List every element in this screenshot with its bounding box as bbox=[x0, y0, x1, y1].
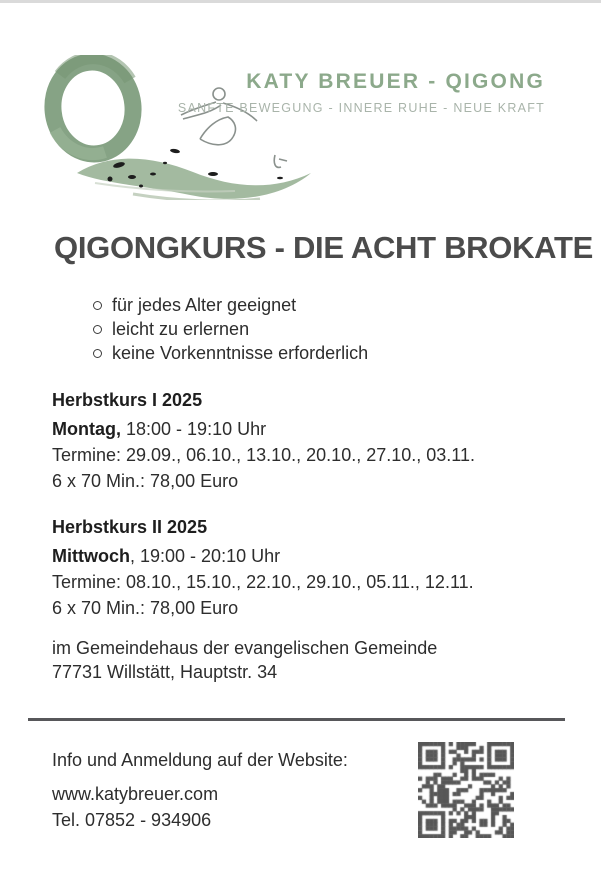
footer-divider bbox=[28, 718, 565, 721]
list-item-text: leicht zu erlernen bbox=[112, 318, 250, 339]
course2-day-time bbox=[52, 546, 280, 567]
course1-day: Montag, bbox=[52, 419, 121, 439]
bullet-circle-icon bbox=[93, 349, 102, 358]
course2-day: Mittwoch bbox=[52, 546, 130, 566]
brand-block bbox=[178, 70, 545, 115]
list-item bbox=[93, 341, 368, 365]
location-line2: 77731 Willstätt, Hauptstr. 34 bbox=[52, 662, 278, 682]
brand-title: KATY BREUER - QIGONG bbox=[246, 70, 545, 93]
footer-phone: Tel. 07852 - 934906 bbox=[52, 810, 212, 830]
brand-subtitle: SANFTE BEWEGUNG - INNERE RUHE - NEUE KRAFT bbox=[177, 101, 545, 115]
course1-dates: Termine: 29.09., 06.10., 13.10., 20.10., 27.10., 03.11. bbox=[52, 445, 475, 465]
list-item bbox=[93, 293, 368, 317]
page-top-border bbox=[0, 0, 601, 3]
course2-price: 6 x 70 Min.: 78,00 Euro bbox=[52, 598, 239, 618]
footer-info: Info und Anmeldung auf der Website: bbox=[52, 750, 348, 770]
bullet-circle-icon bbox=[93, 325, 102, 334]
course1-title: Herbstkurs I 2025 bbox=[52, 390, 203, 410]
course1-day-time bbox=[52, 419, 266, 440]
benefits-list bbox=[93, 293, 368, 365]
list-item-text: für jedes Alter geeignet bbox=[112, 294, 297, 315]
course1-price: 6 x 70 Min.: 78,00 Euro bbox=[52, 471, 239, 491]
course2-dates: Termine: 08.10., 15.10., 22.10., 29.10., 05.11., 12.11. bbox=[52, 572, 474, 592]
course1-time: 18:00 - 19:10 Uhr bbox=[121, 419, 267, 439]
qr-code bbox=[418, 742, 514, 838]
course2-time: , 19:00 - 20:10 Uhr bbox=[130, 546, 281, 566]
list-item bbox=[93, 317, 368, 341]
list-item-text: keine Vorkenntnisse erforderlich bbox=[112, 342, 369, 363]
bullet-circle-icon bbox=[93, 301, 102, 310]
page-title: QIGONGKURS - DIE ACHT BROKATE bbox=[54, 230, 593, 265]
location-line1: im Gemeindehaus der evangelischen Gemeinde bbox=[52, 638, 438, 658]
footer-website: www.katybreuer.com bbox=[52, 784, 219, 804]
course2-title: Herbstkurs II 2025 bbox=[52, 517, 208, 537]
